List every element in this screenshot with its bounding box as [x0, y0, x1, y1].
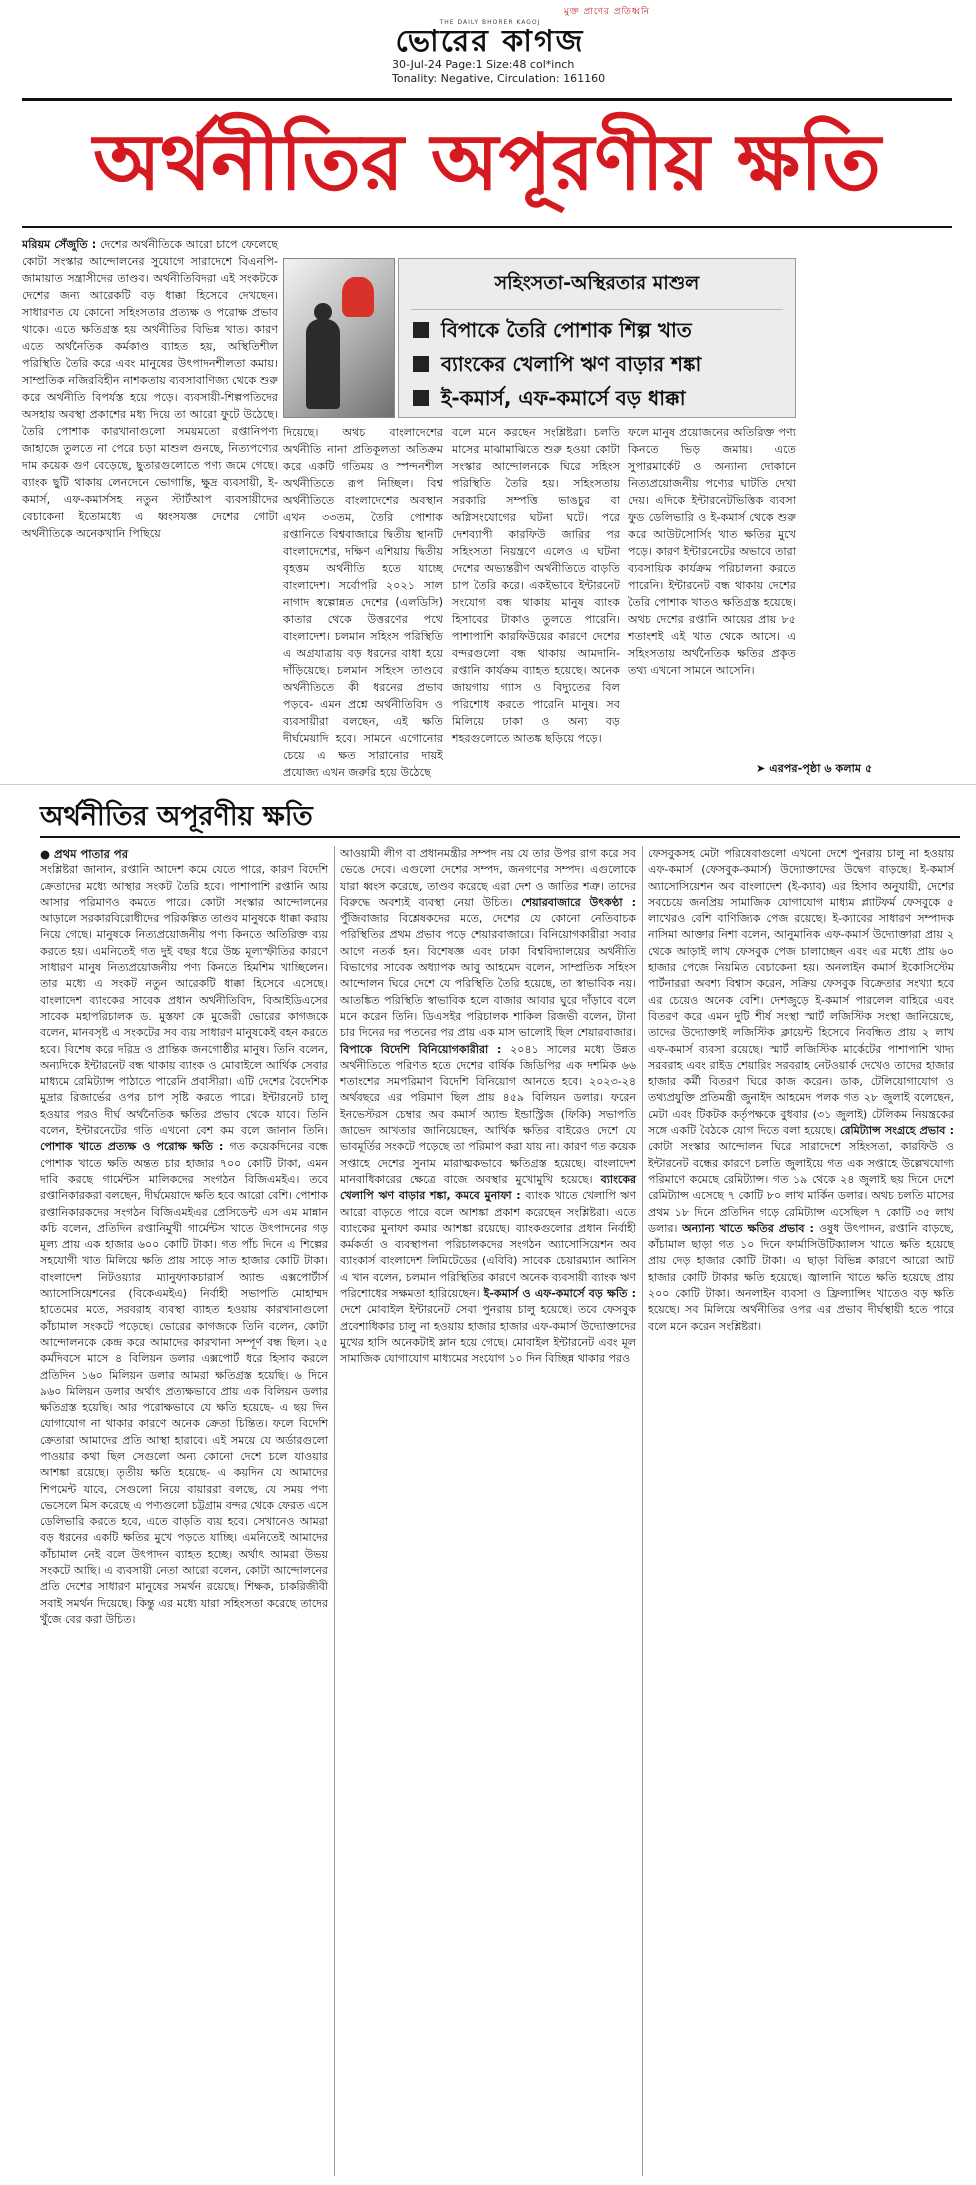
subhead-remittance: রেমিট্যান্স সংগ্রহে প্রভাব : [839, 1124, 954, 1138]
first-page-marker: ● প্রথম পাতার পর [40, 847, 129, 861]
inner-col-3-p1: কোটা সংস্কার আন্দোলন ঘিরে সারাদেশে সহিংসতা, কারফিউ ও ইন্টারনেট বন্ধের কারণে চলতি জুলাইয়ে গত এক সপ্তাহে উল্লেখযোগ্য পরিমাণে কমেছে রেমিট্যান্স। গত ১৯ থেকে ২৪ জুলাই ছয় দিনে দেশে রেমিট্যান্স এসেছে ৭ কোটি ৮০ লাখ মার্কিন ডলার। অথচ চলতি মাসের প্রথম ১৮ দিনে প্রতিদিন গড়ে রেমিট্যান্স এসেছিল ৭ কোটি ৩৫ লাখ ডলার। [648, 1140, 954, 1235]
inner-headline: অর্থনীতির অপূরণীয় ক্ষতি [40, 801, 313, 832]
column-separator [642, 846, 643, 2176]
main-headline: অর্থনীতির অপূরণীয় ক্ষতি [93, 117, 881, 208]
masthead [330, 4, 650, 58]
subhead-ecommerce: ই-কমার্স ও এফ-কমার্সে বড় ক্ষতি : [483, 1287, 636, 1301]
inner-col-3 [648, 846, 954, 2176]
continued-label: ➤ এরপর-পৃষ্ঠা ৬ কলাম ৫ [756, 762, 873, 775]
inner-col-2 [340, 846, 636, 2176]
inner-col-3-p2: ওষুধ উৎপাদন, রপ্তানি বাড়ছে, কাঁচামাল ছাড়া গত ১০ দিনে ফার্মাসিউটিক্যালস খাতে ক্ষতি হয়েছে প্রায় দেড় হাজার কোটি টাকা। এ ছাড়া বিভিন্ন কারণে আরো আট হাজার কোটি টাকার ক্ষতি হয়েছে। জ্বালানি খাতে ক্ষতি হয়েছে প্রায় ২০০ কোটি টাকা। অনলাইন ব্যবসা ও ফ্রিল্যান্সিং খাতেও বড় ক্ষতি হয়েছে। সব মিলিয়ে অর্থনীতির ওপর এর প্রভাব দীর্ঘস্থায়ী হতে পারে বলে মনে করেন সংশ্লিষ্টরা। [648, 1221, 954, 1333]
front-col-1-text: দেশের অর্থনীতিকে আরো চাপে ফেলেছে কোটা সংস্কার আন্দোলনের সুযোগে সারাদেশে বিএনপি-জামায়াত সন্ত্রাসীদের তাণ্ডব। অর্থনীতিবিদরা এই সংকটকে দেশের জন্য আরেকটি বড় ধাক্কা হিসেবে দেখছেন। সাধারণত যে কোনো সহিংসতার প্রত্যক্ষ ও পরোক্ষ প্রভাব থাকে। এতে ক্ষতিগ্রস্ত হয় অর্থনীতির বিভিন্ন খাত। কারণ এতে অর্থনৈতিক কর্মকাণ্ড ব্যাহত হয়, অস্থিতিশীল পরিস্থিতি তৈরি করে এবং মানুষের উৎপাদনশীলতা কমায়। সাম্প্রতিক নজিরবিহীন নাশকতায় ব্যবসাবাণিজ্য থেকে শুরু করে অর্থনীতি বিপর্যস্ত হয়ে পড়ে। ব্যবসায়ী-শিল্পপতিদের অসহায় অবস্থা প্রকাশের মধ্য দিয়ে তা আরো ফুটে উঠেছে। তৈরি পোশাক কারখানাগুলো সময়মতো রপ্তানিপণ্য জাহাজে তুলতে না পেরে চড়া মাশুল গুনছে, নিত্যপণ্যের দাম কয়েক গুণ বেড়েছে, ছুতারগুলোতে পণ্য জমে গেছে। ব্যাংক ছুটি থাকায় লেনদেনে ভোগান্তি, ক্ষুদ্র ব্যবসায়ী, ই-কমার্স, এফ-কমার্সসহ নতুন স্টার্টআপ ব্যবসায়ীদের বেচাকেনা ইতোমধ্যে এ ধ্বংসযজ্ঞ দেশের গোটা অর্থনীতিকে অনেকখানি পিছিয়ে [22, 238, 279, 540]
subhead-sharemarket: শেয়ারবাজারে উৎকণ্ঠা : [521, 895, 636, 909]
top-rule [22, 98, 952, 101]
byline: মরিয়ম সেঁজুতি : [22, 238, 101, 251]
highlight-text: ই-কমার্স, এফ-কমার্সে বড় ধাক্কা [441, 386, 686, 410]
inner-col-1-text: সংশ্লিষ্টরা জানান, রপ্তানি আদেশ কমে যেতে পারে, কারণ বিদেশি ক্রেতাদের মধ্যে আস্থার সংকট তৈরি হবে। পাশাপাশি রপ্তানি আয় আসার পরিমাণও কমতে পারে। কোটা সংস্কার আন্দোলনের আড়ালে সরকারবিরোধীদের পরিকল্পিত তাণ্ডব মানুষকে ধাক্কা করায় নিয়ে গেছে। মানুষকে নিত্যপ্রয়োজনীয় পণ্য কিনতে অতিরিক্ত ব্যয় করতে হয়। এমনিতেই গত দুই বছর ধরে উচ্চ মূল্যস্ফীতির কারণে সাধারণ মানুষ নিত্যপ্রয়োজনীয় পণ্য কিনতে হিমশিম খাচ্ছিলেন। তার মধ্যে এ সংকট নতুন আরেকটি ধাক্কা হিসেবে এসেছে। বাংলাদেশ ব্যাংকের সাবেক প্রধান অর্থনীতিবিদ, বিআইডিএসের সাবেক মহাপরিচালক ড. মুস্তফা কে মুজেরী ভোরের কাগজকে বলেন, মানবসৃষ্ট এ সংকটের সব ব্যয় সাধারণ মানুষকেই বহন করতে হবে। বিশেষ করে দরিদ্র ও প্রান্তিক জনগোষ্ঠীর মানুষ। তিনি বলেন, অন্যদিকে ইন্টারনেট বন্ধ থাকায় ব্যাংক ও মোবাইলে আর্থিক সেবার মাধ্যমে রেমিট্যান্স পাঠাতে পারেনি প্রবাসীরা। এটি দেশের বৈদেশিক মুদ্রার রিজার্ভের ওপর চাপ সৃষ্টি করতে পারে। ইন্টারনেট চালু হওয়ার পরও দীর্ঘ অর্থনৈতিক ক্ষতির প্রভাব থেকে যাবে। তিনি বলেন, ইন্টারনেটের গতি এখনো বেশ কম বলে জানান তিনি। [40, 863, 328, 1138]
highlight-item [399, 378, 795, 412]
inner-col-2-p2: ২০৪১ সালের মধ্যে উন্নত অর্থনীতিতে পরিণত হতে দেশের বার্ষিক জিডিপির এক দশমিক ৬৬ শতাংশের সমপরিমাণ বিদেশি বিনিয়োগ আনতে হবে। ২০২৩-২৪ অর্থবছরে এর পরিমাণ ছিল প্রায় ৪৫৯ বিলিয়ন ডলার। ফরেন ইনভেস্টরস চেম্বার অব কমার্স অ্যান্ড ইন্ডাস্ট্রিজ (ফিকি) সভাপতি জাভেদ আখতার জানিয়েছেন, আর্থিক ক্ষতির বাইরেও দেশে যে ভাবমূর্তির সংকটে পড়েছে তা পরিমাপ করা যায় না। কারণ গত কয়েক সপ্তাহে দেশের সুনাম মারাত্মকভাবে ক্ষতিগ্রস্ত হয়েছে। বাংলাদেশ মানবাধিকারের ক্ষেত্রে বাজে অবস্থার মুখোমুখি হয়েছে। [340, 1042, 636, 1186]
subhead-foreign-investors: বিপাকে বিদেশি বিনিয়োগকারীরা : [340, 1042, 511, 1056]
front-col-4: ফলে মানুষ প্রয়োজনের অতিরিক্ত পণ্য কিনতে ভিড় জমায়। এতে সুপারমার্কেট ও অন্যান্য দোকানে নিত্যপ্রয়োজনীয় পণ্যের ঘাটতি দেখা দেয়। এদিকে ইন্টারনেটভিত্তিক ব্যবসা ফুড ডেলিভারি ও ই-কমার্স থেকে শুরু করে আউটসোর্সিং খাত ক্ষতির মুখে পড়ে। কারণ ইন্টারনেটের অভাবে তারা ব্যবসায়িক কার্যক্রম পরিচালনা করতে পারেনি। ইন্টারনেট বন্ধ থাকায় দেশের তৈরি পোশাক খাতও ক্ষতিগ্রস্ত হয়েছে। অথচ দেশের রপ্তানি আয়ের প্রায় ৮৫ শতাংশই এই খাত থেকে আসে। এ সহিংসতায় অর্থনৈতিক ক্ষতির প্রকৃত তথ্য এখনো সামনে আসেনি। [628, 426, 796, 677]
fire-shape [342, 277, 374, 317]
front-col-1 [22, 236, 278, 754]
inner-col-2-p1: পুঁজিবাজার বিশ্লেষকদের মতে, দেশের যে কোনো নেতিবাচক পরিস্থিতির প্রথম প্রভাব পড়ে শেয়ারবাজারে। বিনিয়োগকারীরা সবার আগে নতর্ক হন। বিশেষজ্ঞ এবং ঢাকা বিশ্ববিদ্যালয়ের অর্থনীতি বিভাগের সাবেক অধ্যাপক আবু আহমেদ বলেন, সাম্প্রতিক সহিংস আন্দোলন ঘিরে দেশে যে পরিস্থিতি তৈরি হয়েছে, তা স্বাভাবিক নয়। আতঙ্কিত পরিস্থিতি স্বাভাবিক হলে বাজার আবার ঘুরে দাঁড়াবে বলে মনে করেন তিনি। ডিএসইর পরিচালক শাকিল রিজভী বলেন, টানা চার দিনের দর পতনের পর প্রায় এক মাস ভালোই ছিল শেয়ারবাজার। [340, 912, 636, 1040]
square-bullet-icon [413, 356, 429, 372]
masthead-tagline: মুক্ত প্রাণের প্রতিধ্বনি [563, 7, 650, 17]
subhead-other-sectors: অন্যান্য খাতে ক্ষতির প্রভাব : [682, 1221, 819, 1235]
inner-col-1 [40, 846, 328, 2176]
front-col-2: দিয়েছে। অথচ বাংলাদেশের অর্থনীতি নানা প্রতিকূলতা অতিক্রম করে একটি গতিময় ও স্পন্দনশীল অর্থনীতিতে রূপ নিচ্ছিল। বিশ্ব অর্থনীতিতে বাংলাদেশের অবস্থান এখন ৩৩তম, তৈরি পোশাক রপ্তানিতে বিশ্ববাজারে দ্বিতীয় স্থানটি বাংলাদেশের, দক্ষিণ এশিয়ায় দ্বিতীয় বৃহত্তম অর্থনীতি হতে যাচ্ছে বাংলাদেশ। সর্বোপরি ২০২১ সাল নাগাদ স্বল্পোন্নত দেশের (এলডিসি) কাতার থেকে উত্তরণের পথে বাংলাদেশ। চলমান সহিংস পরিস্থিতি এ অগ্রযাত্রায় বড় ধরনের বাধা হয়ে দাঁড়িয়েছে। চলমান সহিংস তাণ্ডবে অর্থনীতিতে কী ধরনের প্রভাব পড়বে- এমন প্রশ্নে অর্থনীতিবিদ ও ব্যবসায়ীরা বলছেন, এই ক্ষতি দীর্ঘমেয়াদি হবে। সামনে এগোনোর চেয়ে এ ক্ষত সারানোর দায়ই প্রযোজ্য এখন জরুরি হয়ে উঠেছে [283, 426, 443, 779]
highlights-box [398, 258, 796, 418]
inner-col-2-text: আওয়ামী লীগ বা প্রধানমন্ত্রীর সম্পদ নয় যে তার উপর রাগ করে সব ভেঙে দেবে। এগুলো দেশের সম্পদ, জনগণের সম্পদ। এগুলোকে যারা ধ্বংস করেছে, তাণ্ডব করেছে এরা দেশ ও জাতির শত্রু। তাদের বিরুদ্ধে অবশ্যই ব্যবস্থা নেয়া উচিত। [340, 847, 636, 909]
newspaper-logo: ভোরের কাগজ [395, 24, 585, 59]
clip-meta-line2: Tonality: Negative, Circulation: 161160 [392, 72, 606, 85]
masthead-english-name: THE DAILY BHORER KAGOJ [439, 19, 541, 26]
inner-col-2-p4: দেশে মোবাইল ইন্টারনেট সেবা পুনরায় চালু হয়েছে। তবে ফেসবুক প্রবেশাধিকার চালু না হওয়ায় হাজার হাজার এফ-কমার্স উদ্যোক্তাদের মুখের হাসি অনেকটাই ম্লান হয়ে গেছে। মোবাইল ইন্টারনেট এবং মূল সামাজিক যোগাযোগ মাধ্যমের সংযোগ ১০ দিন বিচ্ছিন্ন থাকার পরও [340, 1303, 636, 1366]
highlights-title: সহিংসতা-অস্থিরতার মাশুল [411, 259, 783, 310]
figure-body-shape [306, 319, 340, 409]
inner-col-2-p3: ব্যাংক খাতে খেলাপি ঋণ আরো বাড়তে পারে বলে আশঙ্কা প্রকাশ করেছেন সংশ্লিষ্টরা। এতে ব্যাংকের মুনাফা কমার আশঙ্কা রয়েছে। ব্যাংকগুলোর প্রধান নির্বাহী কর্মকর্তা ও ব্যবস্থাপনা পরিচালকদের সংগঠন অ্যাসোসিয়েশন অব ব্যাংকার্স বাংলাদেশ লিমিটেডের (এবিবি) সাবেক চেয়ারম্যান আনিস এ খান বলেন, চলমান পরিস্থিতির কারণে অনেক ব্যবসায়ী ব্যাংক ঋণ পরিশোধের সক্ষমতা হারিয়েছেন। [340, 1189, 636, 1301]
headline-rule [22, 226, 952, 228]
inner-col-3-text: ফেসবুকসহ মেটা পরিষেবাগুলো এখনো দেশে পুনরায় চালু না হওয়ায় এফ-কমার্স (ফেসবুক-কমার্স) উদ্যোক্তাদের উদ্বেগ বাড়ছে। ই-কমার্স অ্যাসোসিয়েশন অব বাংলাদেশ (ই-ক্যাব) এর হিসাব অনুযায়ী, দেশের সবচেয়ে জনপ্রিয় সামাজিক যোগাযোগ মাধ্যম প্ল্যাটফর্ম ফেসবুকে ৫ লাখেরও বেশি বাণিজ্যিক পেজ রয়েছে। ই-ক্যাবের সাধারণ সম্পাদক নাসিমা আক্তার নিশা বলেন, আনুমানিক এফ-কমার্স উদ্যোক্তারা প্রায় ২ থেকে আড়াই লাখ ফেসবুক পেজ চালাচ্ছেন এবং এর মধ্যে প্রায় ৬০ হাজার পেজে নিয়মিত বেচাকেনা হয়। অনলাইন কমার্স ইকোসিস্টেম পার্টনাররা অবশ্য বিশ্বাস করেন, সক্রিয় ফেসবুক বিক্রেতার সংখ্যা হবে এর চেয়েও অনেক বেশি। দেশজুড়ে ই-কমার্স পারলেল বাহিরে এবং বিতরণ করে এমন দুটি শীর্ষ সংস্থা স্মার্ট লজিস্টিক সংস্থা জানিয়েছে, তাদের উদ্যোক্তাই লজিস্টিক ক্লায়েন্ট হিসেবে নিবন্ধিত প্রায় ২ লাখ এফ-কমার্স ব্যবসা রয়েছে। স্মার্ট লজিস্টিক মার্কেটের পাশাপাশি খাদ্য সরবরাহ এবং রাইড শেয়ারিং সরবরাহ নেটওয়ার্ক দেখেও তাদের হাজার হাজার কর্মী বিতরণ ঘিরে কাজ করেন। ডাক, টেলিযোগাযোগ ও তথ্যপ্রযুক্তি প্রতিমন্ত্রী জুনাইদ আহমেদ পলক গত ২৮ জুলাই বলেছেন, মেটা এবং টিকটক কর্তৃপক্ষকে বুধবার (৩১ জুলাই) টেলিকম নিয়ন্ত্রকের সঙ্গে একটি বৈঠকে যোগ দিতে বলা হয়েছে। [648, 847, 954, 1138]
highlight-text: বিপাকে তৈরি পোশাক শিল্প খাত [441, 318, 692, 342]
highlight-item [399, 344, 795, 378]
inner-col-1b-text: গত কয়েকদিনের বন্ধে পোশাক খাতে ক্ষতি অন্তত চার হাজার ৭০০ কোটি টাকা, এমন দাবি করছে গার্মেন্টস মালিকদের সংগঠন বিজিএমইএ। তবে রপ্তানিকারকরা বলছেন, দীর্ঘমেয়াদে ক্ষতি হবে আরো বেশি। পোশাক রপ্তানিকারকদের সংগঠন বিজিএমইএর প্রেসিডেন্ট এস এম মান্নান কচি বলেন, প্রতিদিন রপ্তানিমুখী গার্মেন্টস খাতে উৎপাদনের গড় মূল্য প্রায় এক হাজার ৬০০ কোটি টাকা। গত পাঁচ দিনে এ শিল্পের সহযোগী খাত মিলিয়ে ক্ষতি প্রায় সাড়ে সাত হাজার কোটি টাকা। বাংলাদেশ নিটওয়্যার ম্যানুফ্যাকচারার্স অ্যান্ড এক্সপোর্টার্স অ্যাসোসিয়েশনের (বিকেএমইএ) নির্বাহী সভাপতি মোহাম্মদ হাতেমের মতে, সরবরাহ ব্যবস্থা ব্যাহত হওয়ায় কারখানাগুলো কাঁচামাল সংকটে পড়েছে। ভোরের কাগজকে তিনি বলেন, কোটা আন্দোলনকে কেন্দ্র করে আমাদের কারখানা সম্পূর্ণ বন্ধ ছিল। ২৫ কর্মদিবসে মাসে ৪ বিলিয়ন ডলার এক্সপোর্ট ধরে হিসাব করলে প্রতিদিন ১৬০ মিলিয়ন ডলার আমরা ক্ষতিগ্রস্ত হয়েছি। ৬ দিনে ৯৬০ মিলিয়ন ডলার অর্থাৎ প্রত্যক্ষভাবে প্রায় এক বিলিয়ন ডলার ক্ষতিগ্রস্ত হয়েছি। আর পরোক্ষভাবে যে ক্ষতি হয়েছে- এ ছয় দিন যোগাযোগ না থাকার কারণে অনেক ক্রেতা চিন্তিত। ফলে বিদেশি ক্রেতারা আমাদের প্রতি আস্থা হারাবে। এই সময়ে যে অর্ডারগুলো পাওয়ার কথা ছিল সেগুলো অন্য কোনো দেশে চলে যাওয়ার আশঙ্কা রয়েছে। তৃতীয় ক্ষতি হয়েছে- এ কয়দিন যে আমাদের শিপমেন্ট যাবে, সেগুলো নিয়ে বায়াররা বলছে, যে সময় পণ্য ভেসেলে মিস করেছে এ পণ্যগুলো চট্টগ্রাম বন্দর থেকে ফেরত এসে ডেলিভারি করতে হবে, এতে বাড়তি ব্যয় হবে। সেখানেও আমরা বড় ধরনের একটি ক্ষতির মুখে পড়তে যাচ্ছি। এমনিতেই আমাদের কাঁচামাল নেই বলে উৎপাদন ব্যাহত হচ্ছে। অর্থাৎ আমরা উভয় সংকটে আছি। এ ব্যবসায়ী নেতা আরো বলেন, কোটা আন্দোলনের প্রতি দেশের সাধারণ মানুষের সমর্থন রয়েছে। শিক্ষক, চাকরিজীবী সবাই সমর্থন দিয়েছে। কিন্তু এর মধ্যে যারা সহিংসতা করেছে তাদের খুঁজে বের করা উচিত। [40, 1140, 329, 1626]
square-bullet-icon [413, 390, 429, 406]
clip-meta-line1: 30-Jul-24 Page:1 Size:48 col*inch [392, 58, 575, 71]
protest-photo [283, 258, 395, 418]
highlight-item [399, 310, 795, 344]
clip-meta [392, 58, 605, 86]
column-separator [334, 846, 335, 2176]
highlight-text: ব্যাংকের খেলাপি ঋণ বাড়ার শঙ্কা [441, 352, 702, 376]
subhead-bank-default: ব্যাংকের খেলাপি ঋণ বাড়ার শঙ্কা, কমবে মুনাফা : [340, 1172, 636, 1203]
square-bullet-icon [413, 322, 429, 338]
subhead-garments: পোশাক খাতে প্রত্যক্ষ ও পরোক্ষ ক্ষতি : [40, 1140, 230, 1154]
inner-headline-rule [40, 836, 960, 838]
front-col-3: বলে মনে করছেন সংশ্লিষ্টরা। চলতি মাসের মাঝামাঝিতে শুরু হওয়া কোটা সংস্কার আন্দোলনকে ঘিরে সহিংস পরিস্থিতি তৈরি হয়। সহিংসতায় সরকারি সম্পত্তি ভাঙচুর বা অগ্নিসংযোগের ঘটনা ঘটে। পরে দেশব্যাপী কারফিউ জারির পর সহিংসতা নিয়ন্ত্রণে এলেও এ ঘটনা দেশের অভ্যন্তরীণ অর্থনীতিতে বাড়তি চাপ তৈরি করে। একইভাবে ইন্টারনেট সংযোগ বন্ধ থাকায় মানুষ ব্যাংক হিসাবের টাকাও তুলতে পারেনি। পাশাপাশি কারফিউয়ের কারণে দেশের বন্দরগুলো বন্ধ থাকায় আমদানি-রপ্তানি কার্যক্রম ব্যাহত হয়েছে। অনেক জায়গায় গ্যাস ও বিদ্যুতের বিল পরিশোধ করতে পারেনি মানুষ। সব মিলিয়ে ঢাকা ও অন্য বড় শহরগুলোতে আতঙ্ক ছড়িয়ে পড়ে। [452, 426, 620, 745]
